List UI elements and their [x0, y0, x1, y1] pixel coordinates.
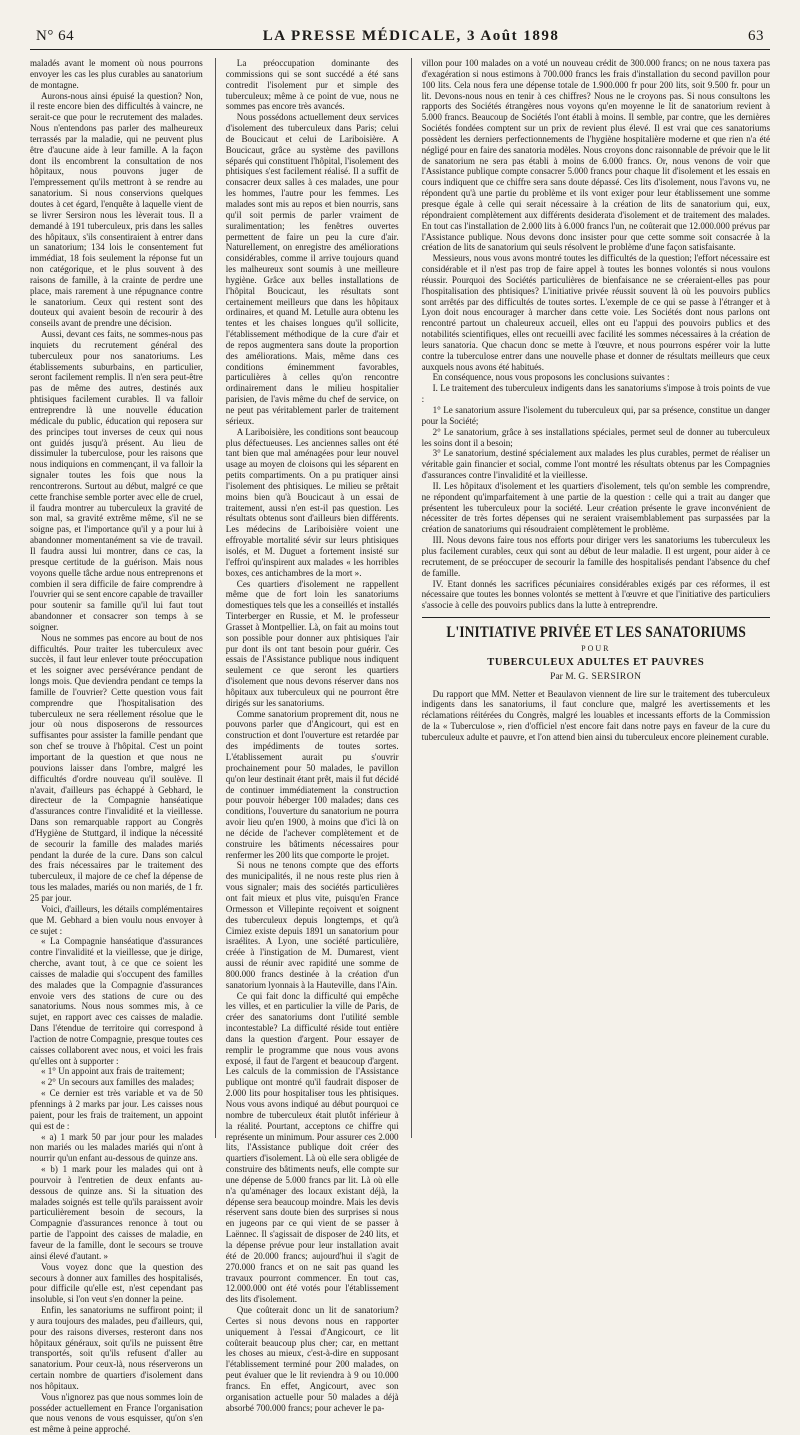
paragraph: « b) 1 mark pour les malades qui ont à pourvoir à l'entretien de deux enfants au-dessous de quinze ans. Si la situation des malades soignés est telle qu'ils paraissent avoir particulièrement besoin de secours, la Compagnie d'assurances renonce à tout ou partie de l'appoint des caisses de maladie, en faveur de la famille, dont le secours se trouve ainsi élevé d'autant. »: [30, 1164, 203, 1261]
paragraph: 1° Le sanatorium assure l'isolement du tuberculeux qui, par sa présence, constitue un danger pour la Société;: [421, 405, 771, 426]
paragraph: Comme sanatorium proprement dit, nous ne pouvons parler que d'Angicourt, qui est en construction et dont l'ouverture est retardée par des impédiments de toutes sortes. L'établissement aurait pu s'ouvrir prochainement pour 50 malades, le pavillon qu'on leur destinait étant prêt, mais il fut décidé de continuer immédiatement la construction pour pouvoir héberger 100 malades; dans ces conditions, l'ouverture du sanatorium ne pourra avoir lieu qu'en 1900, à moins que d'ici là on ne décide de l'achever complètement et de construire les bâtiments nécessaires pour renfermer les 200 lits que comporte le projet.: [225, 708, 399, 860]
page-number: 63: [748, 28, 764, 44]
paragraph: Nous ne sommes pas encore au bout de nos difficultés. Pour traiter les tuberculeux avec succès, il faut leur enlever toute préoccupation et les soigner avec persévérance pendant de longs mois. Que deviendra pendant ce temps la famille de l'ouvrier? Cette question vous fait comprendre que l'hospitalisation des tuberculeux ne sera réellement résolue que le jour où nous disposerons de ressources suffisantes pour assister la famille pendant que son chef se trouve à l'hôpital. C'est un point important de la question et que nous ne pouvions laisser dans l'ombre, malgré les difficultés d'ordre nouveau qu'il soulève. Il n'avait, d'ailleurs pas échappé à Gebhard, le directeur de la Compagnie hanséatique d'assurances contre l'invalidité et la vieillesse. Dans son remarquable rapport au Congrès d'Hygiène de Stuttgard, il indique la nécessité de secourir la famille des malades mariés pendant la durée de la cure. Dans son calcul des frais nécessaires par le traitement des tuberculeux, il majore de ce chef la dépense de tous les malades, mariés ou non mariés, de 1 fr. 25 par jour.: [30, 632, 203, 903]
paragraph: Ce qui fait donc la difficulté qui empêche les villes, et en particulier la ville de Paris, de créer des sanatoriums dont l'utilité semble incontestable? La difficulté réside tout entière dans la question d'argent. Pour essayer de remplir le programme que nous vous avons exposé, il faut de l'argent et beaucoup d'argent. Les calculs de la commission de l'Assistance publique ont montré qu'il faudrait disposer de 2.000 lits pour hospitaliser tous les phtisiques. Nous vous avons indiqué au début pourquoi ce nombre de tuberculeux était plutôt inférieur à la réalité. Pourtant, acceptons ce chiffre qui représente un minimum. Pour assurer ces 2.000 lits, l'Assistance publique doit créer des quartiers d'isolement. Là où elle sera obligée de construire des bâtiments neufs, elle compte sur une dépense de 5.000 francs par lit. Là où elle n'a qu'aménager des locaux existant déjà, la dépense sera beaucoup moindre. Mais les devis réservent sans doute bien des surprises si nous en jugeons par ce qui vient de se passer à Laënnec. Il s'agissait de disposer de 240 lits, et la dépense prévue pour leur installation avait été de 20.000 francs; aujourd'hui il s'agit de 270.000 francs et on ne sait pas quand les travaux pourront commencer. En tout cas, 12.000.000 ont été votés pour l'établissement des lits d'isolement.: [225, 990, 399, 1305]
paragraph: Voici, d'ailleurs, les détails complémentaires que M. Gebhard a bien voulu nous envoyer à ce sujet :: [30, 903, 203, 936]
paragraph: « 2° Un secours aux familles des malades;: [41, 1077, 195, 1088]
article-subtitle: TUBERCULEUX ADULTES ET PAUVRES: [487, 656, 705, 668]
paragraph: Aussi, devant ces faits, ne sommes-nous pas inquiets du recrutement général des tuberculeux pour nos sanatoriums. Les établissements suburbains, en particulier, seront facilement remplis. Il n'en sera peut-être pas de même des autres, destinés aux phtisiques facilement curables. Il va falloir entreprendre là une nouvelle éducation médicale du public, éducation qui reposera sur des principes tout inverses de ceux qui nous ont guidés jusqu'à présent. Au lieu de dissimuler la tuberculose, pour les raisons que nous indiquions en commençant, il va falloir la signaler toutes les fois que nous la rencontrerons. Surtout au début, malgré ce que cette franchise semble porter avec elle de cruel, il faudra montrer au tuberculeux la gravité de son mal, sa gravité extrême même, s'il ne se soigne pas, et l'importance qu'il y a pour lui à abandonner momentanément sa vie de travail. Il faudra aussi lui montrer, dans ce cas, la presque certitude de la guérison. Mais nous voyons quelle tâche ardue nous entreprenons et combien il sera difficile de faire comprendre à l'ouvrier qui se sent encore capable de travailler pour soutenir sa famille qu'il lui faut tout abandonner et consacrer son temps à se soigner.: [30, 329, 203, 632]
paragraph: « 1° Un appoint aux frais de traitement;: [41, 1066, 185, 1077]
text-columns: [30, 58, 771, 1435]
paragraph: IV. Etant donnés les sacrifices pécuniaires considérables exigés par ces réformes, il est nécessaire que toutes les bonnes volontés se mettent à l'œuvre et que l'initiative des particuliers s'associe à celle des pouvoirs publics dans la lutte à entreprendre.: [421, 578, 771, 611]
paragraph: Si nous ne tenons compte que des efforts des municipalités, il ne nous reste plus rien à vous signaler; mais des sociétés particulières ont fait mieux et plus vite, puisqu'en France Ormesson et Villepinte reçoivent et soignent des tuberculeux depuis longtemps, et qu'à Cimiez existe depuis 1891 un sanatorium pour israélites. A Lyon, une société particulière, créée à l'instigation de M. Dumarest, vient aussi de réunir avec rapidité une somme de 800.000 francs destinée à la création d'un sanatorium lyonnais à la Hauteville, dans l'Ain.: [225, 860, 399, 990]
paragraph: 2° Le sanatorium, grâce à ses installations spéciales, permet seul de donner au tuberculeux les soins dont il a besoin;: [421, 426, 771, 448]
paragraph: Aurons-nous ainsi épuisé la question? Non, il reste encore bien des difficultés à vaincre, ne serait-ce que pour le recrutement des malades. Nous n'entendons pas parler des malheureux terrassés par la maladie, qui ne peuvent plus être d'aucune aide à leur famille. A la façon dont ils encombrent la consultation de nos hôpitaux, nous pouvons juger de l'empressement qu'ils mettront à se rendre au sanatorium. Si nous conservions quelques doutes à cet égard, l'enquête à laquelle vient de se livrer Sersiron nous les lèverait tous. Il a demandé à 191 tuberculeux, pris dans les salles des hôpitaux, s'ils consentiraient à entrer dans un sanatorium; 134 lois le consentement fut immédiat, 18 fois seulement la réponse fut un non catégorique, et le plus souvent à des raisons de famille, à la crainte de perdre une place, mais rarement à une répugnance contre le sanatorium. Ceux qui restent sont des douteux qui avaient besoin de recourir à des conseils avant de prendre une décision.: [30, 90, 203, 329]
paragraph: Vous voyez donc que la question des secours à donner aux familles des hospitalisés, pour difficile qu'elle est, n'est cependant pas insoluble, si l'on veut s'en donner la peine.: [30, 1261, 203, 1305]
paragraph: Nous possédons actuellement deux services d'isolement des tuberculeux dans Paris; celui de Boucicaut et celui de Lariboisière. A Boucicaut, grâce au système des pavillons séparés qui constituent l'hôpital, l'isolement des phtisiques s'est facilement réalisé. Il a suffit de consacrer deux salles à ces malades, une pour les hommes, l'autre pour les femmes. Les malades sont mis au repos et bien nourris, sans qu'il soit permis de parler vraiment de suralimentation; les fenêtres ouvertes permettent de faire un peu la cure d'air. Naturellement, on enregistre des améliorations considérables, comme il arrive toujours quand les malheureux sont soumis à une meilleure hygiène. Grâce aux belles installations de l'hôpital Boucicaut, les résultats sont certainement meilleurs que dans les hôpitaux ordinaires, et quand M. Letulle aura obtenu les tentes et les chaises longues qu'il sollicite, l'établissement méthodique de la cure d'air et de repos augmentera sans doute la proportion des améliorations. Mais, même dans ces conditions éminemment favorables, particulières à celles qu'on rencontre ordinairement dans le milieu hospitalier parisien, de l'avis même du chef de service, on ne peut pas véritablement parler de traitement sérieux.: [225, 112, 399, 426]
paragraph: Messieurs, nous vous avons montré toutes les difficultés de la question; l'effort nécessaire est considérable et il n'est pas trop de faire appel à toutes les bonnes volontés si nous voulons réussir. Pourquoi des Sociétés particulières de bienfaisance ne se créeraient-elles pas pour l'hospitalisation des phtisiques? L'initiative privée réussit souvent là où les pouvoirs publics sont arrêtés par des difficultés de toutes sortes. L'exemple de ce qui se passe à l'étranger et à Lyon doit nous encourager à marcher dans cette voie. Les Sociétés dont nous parlons ont rencontré partout un chaleureux accueil, elles ont eu l'appui des pouvoirs publics et des notabilités scientifiques, elles ont recueilli avec facilité les sommes nécessaires à la création de leurs sanatoria. Que chacun donc se mette à l'œuvre, et nous pourrons espérer voir la lutte contre la tuberculose entrer dans une nouvelle phase et donner de résultats meilleurs que ceux auxquels nous avons été habitués.: [421, 253, 771, 372]
article-block: [422, 617, 770, 743]
paragraph: Ces quartiers d'isolement ne rappellent même que de fort loin les sanatoriums domestiques tels que les a conseillés et installés Tinterberger en Russie, et M. le professeur Grasset à Montpellier. Là, on fait au moins tout son possible pour donner aux phtisiques l'air pur dont ils ont tant besoin pour guérir. Ces essais de l'Assistance publique nous indiquent seulement ce que seront les quartiers d'isolement que nous devons réserver dans nos hôpitaux aux tuberculeux qui ne pourront être dirigés sur les sanatoriums.: [225, 578, 399, 708]
paragraph: Que coûterait donc un lit de sanatorium? Certes si nous devons nous en rapporter uniquement à l'essai d'Angicourt, ce lit coûterait beaucoup plus cher; car, en mettant les choses au mieux, c'est-à-dire en supposant l'établissement terminé pour 200 malades, on peut évaluer que le lit reviendra à 9 ou 10.000 francs. En effet, Angicourt, avec son organisation actuelle pour 50 malades a déjà absorbé 700.000 francs; pour achever le pa-: [225, 1305, 399, 1413]
author-name: G. SERSIRON: [578, 671, 642, 682]
article-paragraph: Du rapport que MM. Netter et Beaulavon viennent de lire sur le traitement des tuberculeux indigents dans les sanatoriums, il faut conclure que, malgré les avertissements et les réclamations réitérées du Congrès, malgré les louables et incessants efforts de la Commission de la « Tuberculose », rien d'officiel n'est encore fait dans notre pays en faveur de la cure du tuberculeux adulte et pauvre, et l'on attend bien ainsi du tuberculeux encore pleinement curable.: [421, 688, 771, 742]
header-rule: [30, 49, 770, 50]
paragraph: « La Compagnie hanséatique d'assurances contre l'invalidité et la vieillesse, que je dirige, cherche, avant tout, à ce que ce soient les caisses de maladie qui s'occupent des familles des malades que la Compagnie d'assurances envoie vers des stations de cure ou des sanatoriums. Nous nous sommes mis, à ce sujet, en rapport avec ces caisses de maladie. Dans l'étendue de territoire qui correspond à l'action de notre Compagnie, presque toutes ces caisses collaborent avec nous, et voici les frais qu'elles ont à supporter :: [30, 936, 203, 1066]
paragraph: III. Nous devons faire tous nos efforts pour diriger vers les sanatoriums les tuberculeux les plus facilement curables, ceux qui sont au début de leur maladie. Il est urgent, pour aider à ce recrutement, de se préoccuper de secourir la famille des hospitalisés pendant l'absence du chef de famille.: [421, 535, 771, 578]
column-3: [411, 58, 770, 1138]
issue-number: N° 64: [36, 28, 75, 44]
column-2: [215, 58, 399, 1413]
paragraph: A Lariboisière, les conditions sont beaucoup plus défectueuses. Les anciennes salles ont été tant bien que mal aménagées pour leur nouvel usage au moyen de cloisons qui les séparent en petits compartiments. On a pu pratiquer ainsi l'isolement des phtisiques. Le milieu se prêtait moins bien qu'à Boucicaut à un essai de traitement, aussi n'en est-il pas question. Les résultats obtenus sont d'ailleurs bien différents. Les médecins de Lariboisière voient une effroyable mortalité sévir sur leurs phtisiques isolés, et M. Duguet a fortement insisté sur l'effroi qu'inspirent aux malades « les horribles boxes, ces antichambres de la mort ».: [225, 426, 399, 578]
running-head: [30, 28, 770, 49]
paragraph: maladés avant le moment où nous pourrons envoyer les cas les plus curables au sanatorium de montagne.: [30, 58, 203, 90]
author-prefix: Par M.: [550, 671, 579, 682]
column-1: [30, 58, 203, 1435]
paragraph: 3° Le sanatorium, destiné spécialement aux malades les plus curables, permet de réaliser un véritable gain financier et social, comme l'ont montré les résultats obtenus par les Compagnies d'assurances contre l'invalidité et la vieillesse.: [421, 448, 771, 481]
paragraph: La préoccupation dominante des commissions qui se sont succédé a été sans contredit l'isolement pur et simple des tuberculeux; même à ce point de vue, nous ne sommes pas encore très avancés.: [225, 58, 399, 112]
paragraph: « a) 1 mark 50 par jour pour les malades non mariés ou les malades mariés qui n'ont à nourrir qu'un enfant au-dessous de quinze ans.: [30, 1131, 203, 1164]
paragraph: II. Les hôpitaux d'isolement et les quartiers d'isolement, tels qu'on semble les comprendre, ne répondent qu'imparfaitement à une partie de la question : celle qui a trait au danger que présentent les tuberculeux pour la société. Leur création présente le grave inconvénient de nécessiter de très fortes dépenses qui ne seraient vraisemblablement pas surpassées par la création de sanatoriums qui résoudraient complètement le problème.: [421, 480, 771, 535]
paragraph: I. Le traitement des tuberculeux indigents dans les sanatoriums s'impose à trois points de vue :: [421, 383, 771, 405]
paragraph: « Ce dernier est très variable et va de 50 pfennings à 2 marks par jour. Les caisses nous paient, pour les frais de traitement, un appoint qui est de :: [30, 1088, 203, 1131]
paragraph: Enfin, les sanatoriums ne suffiront point; il y aura toujours des malades, peu d'ailleurs, qui, pour des raisons diverses, resteront dans nos hôpitaux généraux, soit qu'ils ne puissent être transportés, soit qu'ils refusent d'aller au sanatorium. Pour ceux-là, nous réserverons un certain nombre de quartiers d'isolement dans nos hôpitaux.: [30, 1305, 203, 1391]
article-title: L'INITIATIVE PRIVÉE ET LES SANATORIUMS: [445, 624, 746, 642]
article-author: [422, 672, 770, 683]
article-pour: POUR: [581, 644, 611, 654]
paragraph: En conséquence, nous vous proposons les conclusions suivantes :: [432, 372, 670, 383]
paragraph: Vous n'ignorez pas que nous sommes loin de posséder actuellement en France l'organisation que nous venons de vous esquisser, qu'on s'en est même à peine approché.: [30, 1391, 203, 1435]
journal-title: LA PRESSE MÉDICALE, 3 Août 1898: [262, 28, 560, 44]
paragraph: villon pour 100 malades on a voté un nouveau crédit de 300.000 francs; on ne nous taxera pas d'exagération si nous estimons à 700.000 francs les frais d'installation du second pavillon pour 100 lits. Cela nous fera une dépense totale de 1.900.000 fr pour 200 lits, soit 9.500 fr. pour un lit. Devons-nous nous en tenir à ces chiffres? Nous ne le croyons pas. Si nous consultons les rapports des Sociétés étrangères nous voyons qu'en moyenne le lit de sanatorium revient à 5.000 francs. Beaucoup de Sociétés l'ont établi à moins. Il semble, par contre, que les dernières Sociétés fondées comptent sur un prix de revient plus élevé. Il est vrai que ces sanatoriums possèdent les derniers perfectionnements de l'hygiène hospitalière moderne et que rien n'a été négligé pour en faire des sanatoria modèles. Nous croyons donc raisonnable de prévoir que le lit de sanatorium ne sera pas établi à moins de 6.000 francs. Or, nous venons de voir que l'Assistance publique compte consacrer 5.000 francs pour chaque lit d'isolement et les essais en cours indiquent que ce chiffre sera sans doute dépassé. Ces lits d'isolement, nous l'avons vu, ne répondent qu'à une partie du problème et ils vont exiger pour leur établissement une somme presque égale à celle qui serait nécessaire à la création de lits de sanatorium qui, eux, répondraient complètement aux différents desiderata d'isolement et de traitement des malades. En tout cas l'installation de 2.000 lits à 6.000 francs l'un, ne coûterait que 12.000.000 prévus par l'Assistance publique. Nous devons donc insister pour que cette somme soit consacrée à la création de lits de sanatorium qui seuls résolvent le problème d'une façon satisfaisante.: [421, 58, 771, 253]
